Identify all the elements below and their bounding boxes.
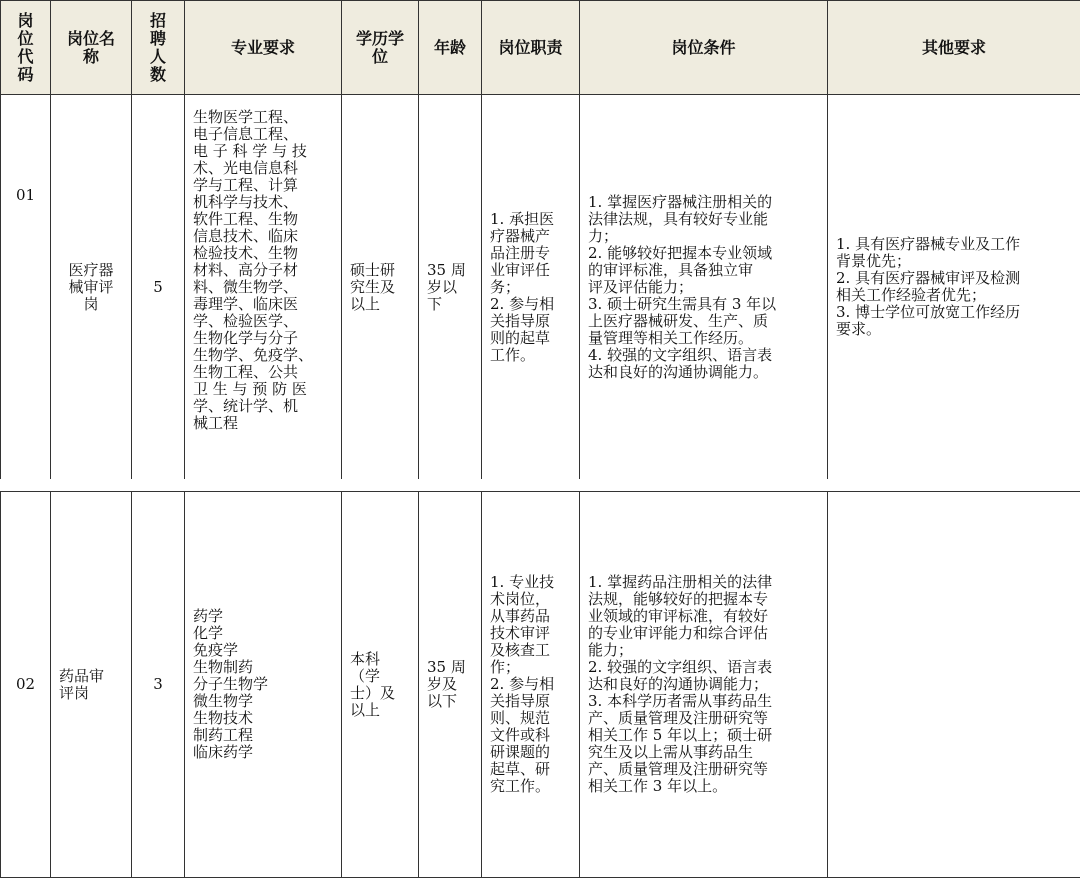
table-header-row xyxy=(0,0,1080,95)
cell-name: 药品审 评岗 xyxy=(51,492,132,878)
cell-code: 01 xyxy=(1,95,51,480)
cell-condition: 1. 掌握医疗器械注册相关的 法律法规，具有较好专业能 力； 2. 能够较好把握本专业领域 的审评标准，具备独立审 评及评估能力； 3. 硕士研究生需具有 3 年以 上医疗器械研发、生产、质 量管理等相关工作经历。 4. 较强的文字组织、语言表 达和良好的沟通协调能力。 xyxy=(580,95,828,480)
header-degree: 学历学 位 xyxy=(342,1,419,95)
header-major: 专业要求 xyxy=(185,1,342,95)
header-other: 其他要求 xyxy=(828,1,1080,95)
cell-degree: 本科 （学 士）及 以上 xyxy=(342,492,419,878)
cell-condition: 1. 掌握药品注册相关的法律 法规，能够较好的把握本专 业领域的审评标准，有较好 的专业审评能力和综合评估 能力； 2. 较强的文字组织、语言表 达和良好的沟通协调能力； 3. 本科学历者需从事药品生 产、质量管理及注册研究等 相关工作 5 年以上；硕士研 究生及以上需从事药品生 产、质量管理及注册研究等 相关工作 3 年以上。 xyxy=(580,492,828,878)
cell-major: 生物医学工程、 电子信息工程、 电 子 科 学 与 技 术、光电信息科 学与工程、计算 机科学与技术、 软件工程、生物 信息技术、临床 检验技术、生物 材料、高分子材 料、微生物学、 毒理学、临床医 学、检验医学、 生物化学与分子 生物学、免疫学、 生物工程、公共 卫 生 与 预 防 医 学、统计学、机 械工程 xyxy=(185,95,342,480)
header-age: 年龄 xyxy=(419,1,482,95)
cell-major: 药学 化学 免疫学 生物制药 分子生物学 微生物学 生物技术 制药工程 临床药学 xyxy=(185,492,342,878)
cell-name: 医疗器 械审评 岗 xyxy=(51,95,132,480)
cell-age: 35 周 岁及 以下 xyxy=(419,492,482,878)
cell-other xyxy=(828,492,1080,878)
cell-degree: 硕士研 究生及 以上 xyxy=(342,95,419,480)
cell-count: 5 xyxy=(132,95,185,480)
cell-duty: 1. 专业技 术岗位， 从事药品 技术审评 及核查工 作； 2. 参与相 关指导原 则、规范 文件或科 研课题的 起草、研 究工作。 xyxy=(482,492,580,878)
header-duty: 岗位职责 xyxy=(482,1,580,95)
job-table-part-2 xyxy=(0,491,1080,878)
header-code: 岗 位 代 码 xyxy=(1,1,51,95)
cell-age: 35 周 岁以 下 xyxy=(419,95,482,480)
cell-duty: 1. 承担医 疗器械产 品注册专 业审评任 务； 2. 参与相 关指导原 则的起草 工作。 xyxy=(482,95,580,480)
header-condition: 岗位条件 xyxy=(580,1,828,95)
header-name: 岗位名 称 xyxy=(51,1,132,95)
cell-other: 1. 具有医疗器械专业及工作 背景优先； 2. 具有医疗器械审评及检测 相关工作经验者优先； 3. 博士学位可放宽工作经历 要求。 xyxy=(828,95,1080,480)
cell-code: 02 xyxy=(1,492,51,878)
page-gap xyxy=(0,479,1080,491)
table-row xyxy=(0,95,1080,480)
table-row xyxy=(0,491,1080,878)
cell-count: 3 xyxy=(132,492,185,878)
header-count: 招 聘 人 数 xyxy=(132,1,185,95)
